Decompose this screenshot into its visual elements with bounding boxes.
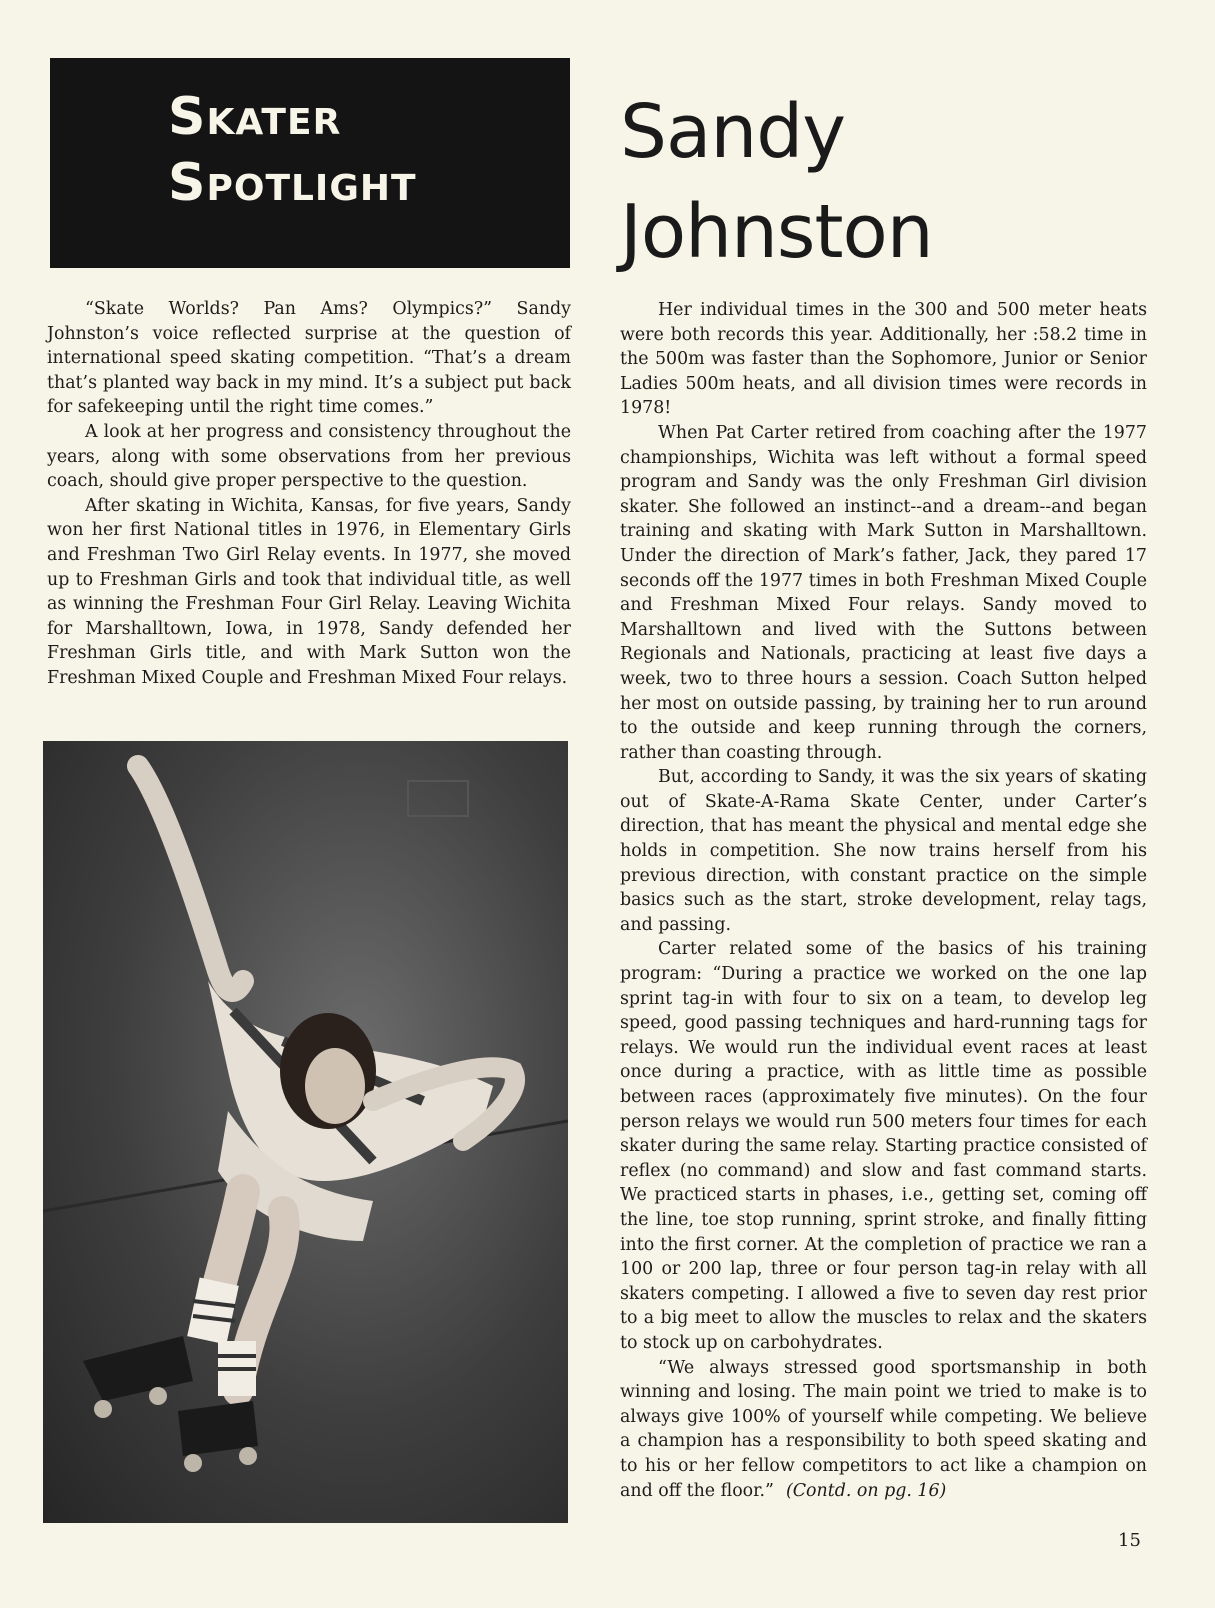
page-number: 15	[1118, 1530, 1141, 1551]
closing-quote: “We always stressed good sportsmanship in both winning and losing. The main point we tried to make is to always give 100% of yourself while competing. We believe a champion has a responsibility to both speed skating and to his or her fellow competitors to act like a champion on and off the floor.”	[620, 1357, 1147, 1501]
article-headline	[620, 82, 1200, 282]
paragraph: Carter related some of the basics of his training program: “During a practice we worked on the one lap sprint tag-in with four to six on a team, to develop leg speed, good passing techniques and hard-running tags for relays. We would run the individual event races at least once during a practice, with as little time as possible between races (approximately five minutes). On the four person relays we would run 500 meters four times for each skater during the same relay. Starting practice consisted of reflex (no command) and slow and fast command starts. We practiced starts in phases, i.e., getting set, coming off the line, toe stop running, sprint stroke, and finally fitting into the first corner. At the completion of practice we ran a 100 or 200 lap, three or four person tag-in relay with all skaters competing. I allowed a five to seven day rest prior to a big meet to allow the muscles to relax and the skaters to stock up on carbohydrates.	[620, 939, 1147, 1353]
left-column	[47, 297, 571, 691]
headline-line2: Johnston	[620, 189, 933, 275]
paragraph: When Pat Carter retired from coaching after the 1977 championships, Wichita was left without a formal speed program and Sandy was the only Freshman Girl division skater. She followed an instinct--and a dream--and began training and skating with Mark Sutton in Marshalltown. Under the direction of Mark’s father, Jack, they pared 17 seconds off the 1977 times in both Freshman Mixed Couple and Freshman Mixed Four relays. Sandy moved to Marshalltown and lived with the Suttons between Regionals and Nationals, practicing at least five days a week, two to three hours a session. Coach Sutton helped her most on outside passing, by training her to run around to the outside and keep running through the corners, rather than coasting through.	[620, 422, 1147, 763]
paragraph: Her individual times in the 300 and 500 meter heats were both records this year. Additionally, her :58.2 time in the 500m was faster than the Sophomore, Junior or Senior Ladies 500m heats, and all division times were records in 1978!	[620, 300, 1147, 419]
headline-line1: Sandy	[620, 89, 845, 175]
paragraph	[620, 1356, 1147, 1504]
skater-photo	[43, 741, 568, 1523]
paragraph: After skating in Wichita, Kansas, for five years, Sandy won her first National titles in 1976, in Elementary Girls and Freshman Two Girl Relay events. In 1977, she moved up to Freshman Girls and took that individual title, as well as winning the Freshman Four Girl Relay. Leaving Wichita for Marshalltown, Iowa, in 1978, Sandy defended her Freshman Girls title, and with Mark Sutton won the Freshman Mixed Couple and Freshman Mixed Four relays.	[47, 495, 571, 688]
paragraph: “Skate Worlds? Pan Ams? Olympics?” Sandy Johnston’s voice reflected surprise at the question of international speed skating competition. “That’s a dream that’s planted way back in my mind. It’s a subject put back for safekeeping until the right time comes.”	[47, 299, 571, 418]
banner-title	[168, 84, 417, 216]
paragraph: But, according to Sandy, it was the six years of skating out of Skate-A-Rama Skate Center, under Carter’s direction, that has meant the physical and mental edge she holds in competition. She now trains herself from his previous direction, with constant practice on the simple basics such as the start, stroke development, relay tags, and passing.	[620, 767, 1147, 935]
continued-note: (Contd. on pg. 16)	[785, 1480, 947, 1501]
right-column	[620, 298, 1147, 1503]
paragraph: A look at her progress and consistency throughout the years, along with some observations from her previous coach, should give proper perspective to the question.	[47, 421, 571, 492]
banner-title-line2: Spotlight	[168, 153, 417, 213]
skater-spotlight-banner	[50, 58, 570, 268]
skater-silhouette-icon	[43, 741, 568, 1523]
banner-title-line1: Skater	[168, 87, 342, 147]
